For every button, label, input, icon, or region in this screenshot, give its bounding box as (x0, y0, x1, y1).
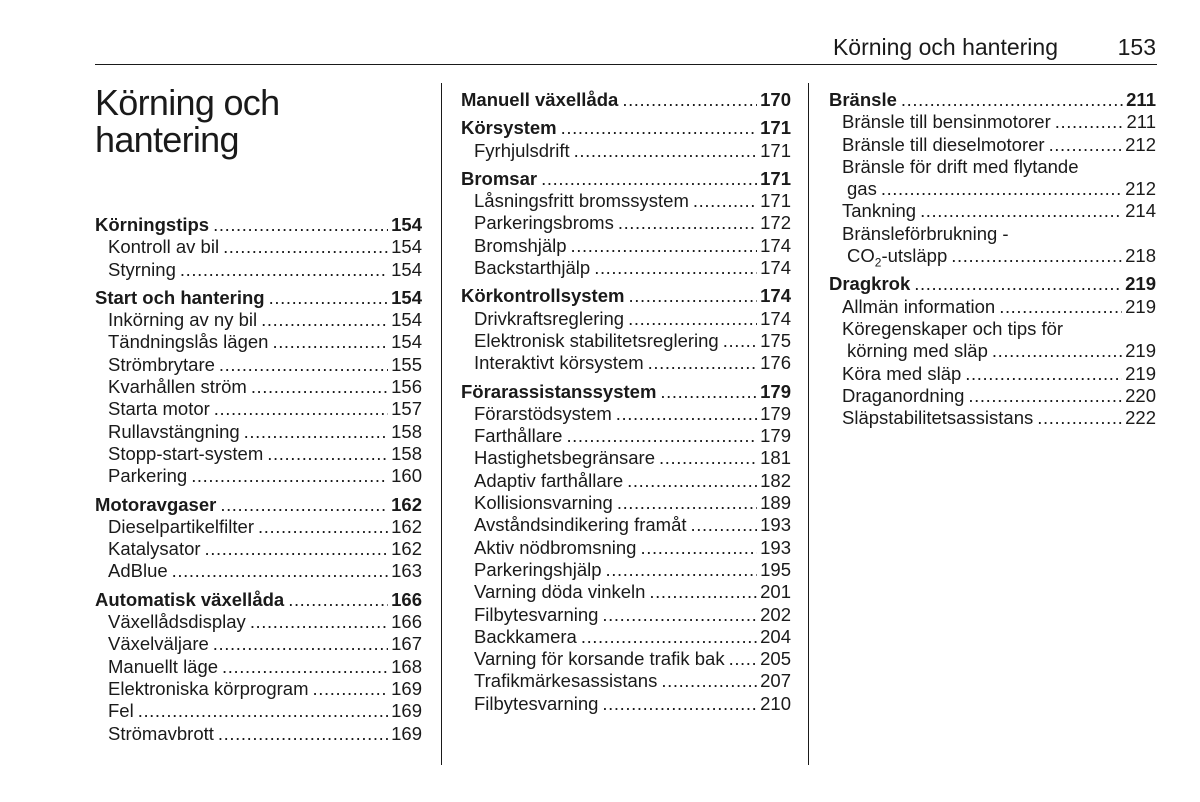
toc-leader-dots (992, 340, 1122, 362)
toc-page-ref: 181 (760, 447, 791, 469)
toc-leader-dots (213, 633, 388, 655)
toc-entry-label: Varning döda vinkeln (474, 581, 646, 603)
toc-entry-label: Fyrhjulsdrift (474, 139, 570, 161)
toc-entry[interactable] (95, 376, 422, 398)
toc-leader-dots (1037, 407, 1122, 429)
toc-page-ref: 193 (760, 514, 791, 536)
toc-page-ref: 174 (760, 285, 791, 307)
toc-leader-dots (244, 421, 388, 443)
toc-page-ref: 179 (760, 402, 791, 424)
toc-section-heading[interactable] (461, 89, 791, 111)
toc-entry[interactable] (95, 678, 422, 700)
toc-page-ref: 222 (1125, 407, 1156, 429)
toc-leader-dots (661, 670, 757, 692)
toc-page-ref: 204 (760, 625, 791, 647)
toc-leader-dots (269, 287, 389, 309)
toc-entry[interactable] (95, 560, 422, 582)
toc-entry[interactable] (461, 235, 791, 257)
toc-entry[interactable] (829, 200, 1156, 222)
toc-leader-dots (606, 559, 758, 581)
toc-page-ref: 207 (760, 670, 791, 692)
toc-page-ref: 170 (760, 89, 791, 110)
toc-entry[interactable] (829, 111, 1156, 133)
toc-leader-dots (723, 330, 757, 352)
toc-entry[interactable] (461, 140, 791, 162)
toc-entry-label: Fel (108, 700, 134, 722)
toc-page-ref: 205 (760, 648, 791, 670)
toc-entry-label: Växelväljare (108, 633, 209, 655)
toc-page-ref: 154 (391, 258, 422, 280)
toc-section-heading[interactable] (95, 214, 422, 236)
toc-entry-label: Farthållare (474, 425, 563, 447)
toc-heading-label: Bränsle (829, 89, 897, 110)
toc-entry-label: Hastighetsbegränsare (474, 447, 655, 469)
toc-page-ref: 201 (760, 581, 791, 603)
toc-page-ref: 195 (760, 558, 791, 580)
toc-entry[interactable] (461, 212, 791, 234)
toc-entry-label: Elektronisk stabilitetsreglering (474, 329, 719, 351)
toc-page-ref: 171 (760, 139, 791, 161)
toc-page-ref: 219 (1125, 340, 1156, 362)
toc-leader-dots (951, 245, 1122, 267)
toc-leader-dots (288, 589, 388, 611)
toc-entry[interactable] (461, 604, 791, 626)
toc-leader-dots (172, 560, 388, 582)
toc-leader-dots (881, 178, 1122, 200)
toc-leader-dots (649, 581, 757, 603)
toc-leader-dots (313, 678, 389, 700)
toc-entry[interactable] (95, 259, 422, 281)
toc-leader-dots (138, 700, 388, 722)
toc-leader-dots (901, 89, 1123, 111)
toc-entry-line1[interactable]: Bränsle för drift med flytande (842, 155, 1079, 177)
toc-page-ref: 214 (1125, 200, 1156, 222)
toc-entry-label: Kvarhållen ström (108, 376, 247, 398)
toc-entry[interactable] (461, 693, 791, 715)
toc-entry[interactable] (95, 633, 422, 655)
toc-section-heading[interactable] (461, 168, 791, 190)
toc-entry[interactable] (95, 398, 422, 420)
toc-leader-dots (205, 538, 389, 560)
chapter-title-line2: hantering (95, 119, 239, 160)
toc-page-ref: 162 (391, 515, 422, 537)
chapter-title-line1: Körning och (95, 82, 280, 123)
toc-entry[interactable] (461, 514, 791, 536)
toc-entry-label: Elektroniska körprogram (108, 677, 309, 699)
toc-leader-dots (628, 285, 757, 307)
toc-page-ref: 162 (391, 493, 422, 515)
toc-entry-label: Drivkraftsreglering (474, 307, 625, 329)
toc-entry-label: Adaptiv farthållare (474, 469, 624, 491)
utslapp-text: -utsläpp (881, 245, 948, 267)
toc-heading-label: Bromsar (461, 167, 538, 189)
toc-entry[interactable] (461, 330, 791, 352)
toc-entry-label: Bränsle till bensinmotorer (842, 111, 1051, 133)
toc-entry[interactable] (829, 178, 1156, 200)
toc-leader-dots (223, 236, 388, 258)
toc-page-ref: 162 (391, 538, 422, 560)
toc-page-ref: 169 (391, 677, 422, 699)
toc-entry-label (847, 245, 951, 270)
toc-page-ref: 169 (391, 722, 422, 744)
toc-page-ref: 219 (1125, 362, 1156, 384)
toc-entry[interactable] (95, 516, 422, 538)
toc-leader-dots (693, 190, 757, 212)
toc-leader-dots (561, 117, 757, 139)
toc-entry[interactable] (95, 723, 422, 745)
toc-column-3 (829, 89, 1156, 435)
toc-entry-label: Växellådsdisplay (108, 611, 246, 633)
toc-page-ref: 210 (760, 692, 791, 714)
toc-entry-label: Draganordning (842, 384, 965, 406)
toc-page-ref: 212 (1125, 133, 1156, 155)
toc-page-ref: 171 (760, 190, 791, 212)
toc-page-ref: 193 (760, 536, 791, 558)
toc-entry[interactable] (829, 363, 1156, 385)
toc-page-ref: 179 (760, 380, 791, 402)
toc-section-heading[interactable] (829, 273, 1156, 295)
toc-leader-dots (574, 140, 758, 162)
toc-page-ref: 219 (1125, 295, 1156, 317)
toc-entry[interactable] (829, 296, 1156, 318)
toc-entry[interactable] (461, 425, 791, 447)
toc-entry-label: Filbytesvarning (474, 603, 599, 625)
toc-section-dragkrok (829, 273, 1156, 429)
toc-entry[interactable] (461, 581, 791, 603)
toc-page-ref: 171 (760, 167, 791, 189)
toc-entry-label: Tankning (842, 200, 917, 222)
toc-heading-label: Körkontrollsystem (461, 285, 625, 307)
toc-entry[interactable] (829, 407, 1156, 429)
toc-leader-dots (214, 398, 388, 420)
toc-entry[interactable] (95, 236, 422, 258)
running-header-title: Körning och hantering (832, 34, 1058, 60)
toc-entry-label: Köra med släp (842, 362, 962, 384)
toc-leader-dots (250, 611, 388, 633)
toc-leader-dots (968, 385, 1122, 407)
toc-entry-label: Släpstabilitetsassistans (842, 407, 1034, 429)
toc-leader-dots (213, 214, 388, 236)
column-divider-1 (441, 83, 442, 765)
toc-section-heading[interactable] (461, 285, 791, 307)
toc-section (461, 89, 791, 111)
toc-heading-label: Automatisk växellåda (95, 588, 285, 610)
toc-entry-label: Aktiv nödbromsning (474, 536, 637, 558)
toc-entry[interactable] (829, 245, 1156, 270)
toc-entry-label: Rullavstängning (108, 420, 240, 442)
toc-section (95, 287, 422, 488)
toc-entry[interactable] (461, 447, 791, 469)
toc-leader-dots (541, 168, 757, 190)
toc-heading-label: Start och hantering (95, 286, 265, 308)
toc-entry[interactable] (95, 354, 422, 376)
toc-leader-dots (1049, 134, 1123, 156)
toc-entry-label: Starta motor (108, 398, 210, 420)
toc-leader-dots (660, 381, 757, 403)
toc-entry[interactable] (461, 403, 791, 425)
toc-entry-label: Parkeringshjälp (474, 558, 602, 580)
toc-leader-dots (914, 273, 1122, 295)
toc-leader-dots (999, 296, 1122, 318)
toc-section (461, 168, 791, 279)
toc-page-ref: 220 (1125, 384, 1156, 406)
toc-page-ref: 174 (760, 307, 791, 329)
toc-page-ref: 156 (391, 376, 422, 398)
toc-page-ref: 179 (760, 425, 791, 447)
toc-leader-dots (691, 514, 758, 536)
toc-section (95, 494, 422, 583)
toc-leader-dots (616, 403, 757, 425)
toc-entry-label: Parkeringsbroms (474, 212, 614, 234)
toc-entry-label: Avståndsindikering framåt (474, 514, 687, 536)
toc-entry-label: Dieselpartikelfilter (108, 515, 254, 537)
toc-page-ref: 160 (391, 465, 422, 487)
toc-entry[interactable] (95, 421, 422, 443)
toc-page-ref: 158 (391, 420, 422, 442)
toc-leader-dots (180, 259, 388, 281)
toc-leader-dots (602, 604, 757, 626)
toc-heading-label: Förarassistanssystem (461, 380, 657, 402)
toc-page-ref: 167 (391, 633, 422, 655)
toc-entry-label: Varning för korsande trafik bak (474, 648, 725, 670)
toc-heading-label: Manuell växellåda (461, 89, 619, 110)
toc-entry-label: Interaktivt körsystem (474, 352, 644, 374)
toc-entry[interactable] (461, 648, 791, 670)
toc-entry[interactable] (95, 331, 422, 353)
toc-leader-dots (965, 363, 1122, 385)
toc-entry[interactable] (95, 465, 422, 487)
toc-entry[interactable] (461, 537, 791, 559)
toc-leader-dots (622, 89, 757, 111)
toc-leader-dots (729, 648, 758, 670)
toc-page-ref: 175 (760, 329, 791, 351)
toc-entry-label: Kollisionsvarning (474, 492, 613, 514)
toc-page-ref: 172 (760, 212, 791, 234)
toc-entry-label: Förarstödsystem (474, 402, 612, 424)
toc-page-ref: 176 (760, 352, 791, 374)
toc-entry[interactable] (95, 700, 422, 722)
toc-leader-dots (602, 693, 757, 715)
toc-entry[interactable] (461, 257, 791, 279)
toc-entry[interactable] (461, 559, 791, 581)
toc-leader-dots (251, 376, 388, 398)
toc-entry-label: Manuellt läge (108, 655, 219, 677)
toc-leader-dots (1055, 111, 1124, 133)
toc-leader-dots (191, 465, 388, 487)
co-text: CO (847, 245, 875, 267)
toc-heading-label: Dragkrok (829, 273, 911, 295)
toc-leader-dots (920, 200, 1122, 222)
column-divider-2 (808, 83, 809, 765)
toc-leader-dots (627, 470, 757, 492)
toc-leader-dots (267, 443, 388, 465)
chapter-title (95, 84, 279, 158)
toc-entry-label: Styrning (108, 258, 176, 280)
toc-leader-dots (272, 331, 388, 353)
toc-entry[interactable] (461, 626, 791, 648)
toc-entry[interactable] (95, 611, 422, 633)
toc-column-2 (461, 89, 791, 721)
toc-leader-dots (566, 425, 757, 447)
toc-entry-line1[interactable]: Köregenskaper och tips för (842, 317, 1064, 339)
toc-entry-label: Parkering (108, 465, 188, 487)
toc-entry[interactable] (461, 492, 791, 514)
toc-page-ref: 166 (391, 588, 422, 610)
toc-entry-label: körning med släp (847, 340, 988, 362)
toc-entry[interactable] (95, 309, 422, 331)
toc-entry[interactable] (461, 190, 791, 212)
toc-section-heading[interactable] (95, 494, 422, 516)
toc-entry-label: Stopp-start-system (108, 442, 264, 464)
toc-entry-label: Katalysator (108, 538, 201, 560)
toc-leader-dots (594, 257, 757, 279)
toc-page-ref: 166 (391, 611, 422, 633)
toc-section (461, 285, 791, 374)
toc-leader-dots (261, 309, 388, 331)
toc-leader-dots (659, 447, 757, 469)
toc-heading-label: Motoravgaser (95, 493, 217, 515)
page-number: 153 (1117, 34, 1156, 60)
toc-section-heading[interactable] (95, 287, 422, 309)
toc-entry-label: Strömbrytare (108, 353, 215, 375)
toc-entry-label: Inkörning av ny bil (108, 309, 258, 331)
toc-page-ref: 154 (391, 236, 422, 258)
toc-page-ref: 211 (1126, 111, 1156, 133)
toc-entry[interactable] (461, 470, 791, 492)
toc-entry[interactable] (461, 352, 791, 374)
toc-page-ref: 158 (391, 442, 422, 464)
toc-page-ref: 219 (1125, 273, 1156, 295)
toc-page-ref: 218 (1125, 245, 1156, 267)
toc-section (95, 214, 422, 281)
toc-section-heading[interactable] (461, 117, 791, 139)
toc-leader-dots (218, 723, 388, 745)
toc-entry-label: Tändningslås lägen (108, 331, 269, 353)
toc-entry-label: Strömavbrott (108, 722, 214, 744)
toc-entry[interactable] (829, 134, 1156, 156)
toc-leader-dots (220, 494, 388, 516)
toc-entry-label: Kontroll av bil (108, 236, 220, 258)
toc-leader-dots (640, 537, 757, 559)
toc-entry-label: Låsningsfritt bromssystem (474, 190, 689, 212)
toc-page-ref: 211 (1126, 89, 1156, 110)
toc-page-ref: 154 (391, 331, 422, 353)
toc-leader-dots (219, 354, 388, 376)
toc-entry-label: Backstarthjälp (474, 257, 591, 279)
toc-entry-label: Allmän information (842, 295, 996, 317)
toc-page-ref: 157 (391, 398, 422, 420)
toc-section-heading[interactable] (829, 89, 1156, 111)
toc-leader-dots (222, 656, 388, 678)
toc-page-ref: 212 (1125, 178, 1156, 200)
toc-entry[interactable] (829, 385, 1156, 407)
toc-section (461, 381, 791, 715)
toc-page-ref: 171 (760, 117, 791, 139)
toc-entry[interactable] (95, 538, 422, 560)
toc-section-heading[interactable] (95, 589, 422, 611)
toc-entry-label: Trafikmärkesassistans (474, 670, 658, 692)
toc-leader-dots (618, 212, 757, 234)
toc-section-bransle (829, 89, 1156, 270)
toc-heading-label: Körningstips (95, 214, 210, 235)
toc-leader-dots (258, 516, 388, 538)
toc-heading-label: Körsystem (461, 117, 557, 139)
toc-page-ref: 163 (391, 560, 422, 582)
toc-entry-label: Bromshjälp (474, 234, 567, 256)
toc-page-ref: 174 (760, 257, 791, 279)
toc-page-ref: 155 (391, 353, 422, 375)
toc-entry-label: Bränsle till dieselmotorer (842, 133, 1045, 155)
toc-page-ref: 154 (391, 286, 422, 308)
toc-page-ref: 182 (760, 469, 791, 491)
toc-entry[interactable] (461, 670, 791, 692)
toc-leader-dots (617, 492, 757, 514)
toc-page-ref: 202 (760, 603, 791, 625)
toc-page-ref: 168 (391, 655, 422, 677)
toc-entry-label: AdBlue (108, 560, 168, 582)
toc-page-ref: 174 (760, 234, 791, 256)
toc-page-ref: 154 (391, 309, 422, 331)
toc-leader-dots (581, 626, 757, 648)
toc-entry-label: gas (847, 178, 877, 200)
toc-entry[interactable] (461, 308, 791, 330)
toc-column-1 (95, 214, 422, 751)
toc-entry[interactable] (95, 656, 422, 678)
toc-page-ref: 189 (760, 492, 791, 514)
toc-page-ref: 169 (391, 700, 422, 722)
subscript-2: 2 (874, 255, 882, 270)
toc-entry[interactable] (829, 340, 1156, 362)
toc-entry[interactable] (95, 443, 422, 465)
toc-page-ref: 154 (391, 214, 422, 235)
header-rule (95, 64, 1157, 65)
toc-entry-label: Filbytesvarning (474, 692, 599, 714)
toc-entry-line1[interactable]: Bränsleförbrukning - (842, 222, 1009, 244)
toc-section (95, 589, 422, 745)
toc-entry-label: Backkamera (474, 625, 577, 647)
toc-leader-dots (571, 235, 758, 257)
toc-leader-dots (628, 308, 757, 330)
toc-section-heading[interactable] (461, 381, 791, 403)
toc-section (461, 117, 791, 162)
toc-leader-dots (648, 352, 757, 374)
